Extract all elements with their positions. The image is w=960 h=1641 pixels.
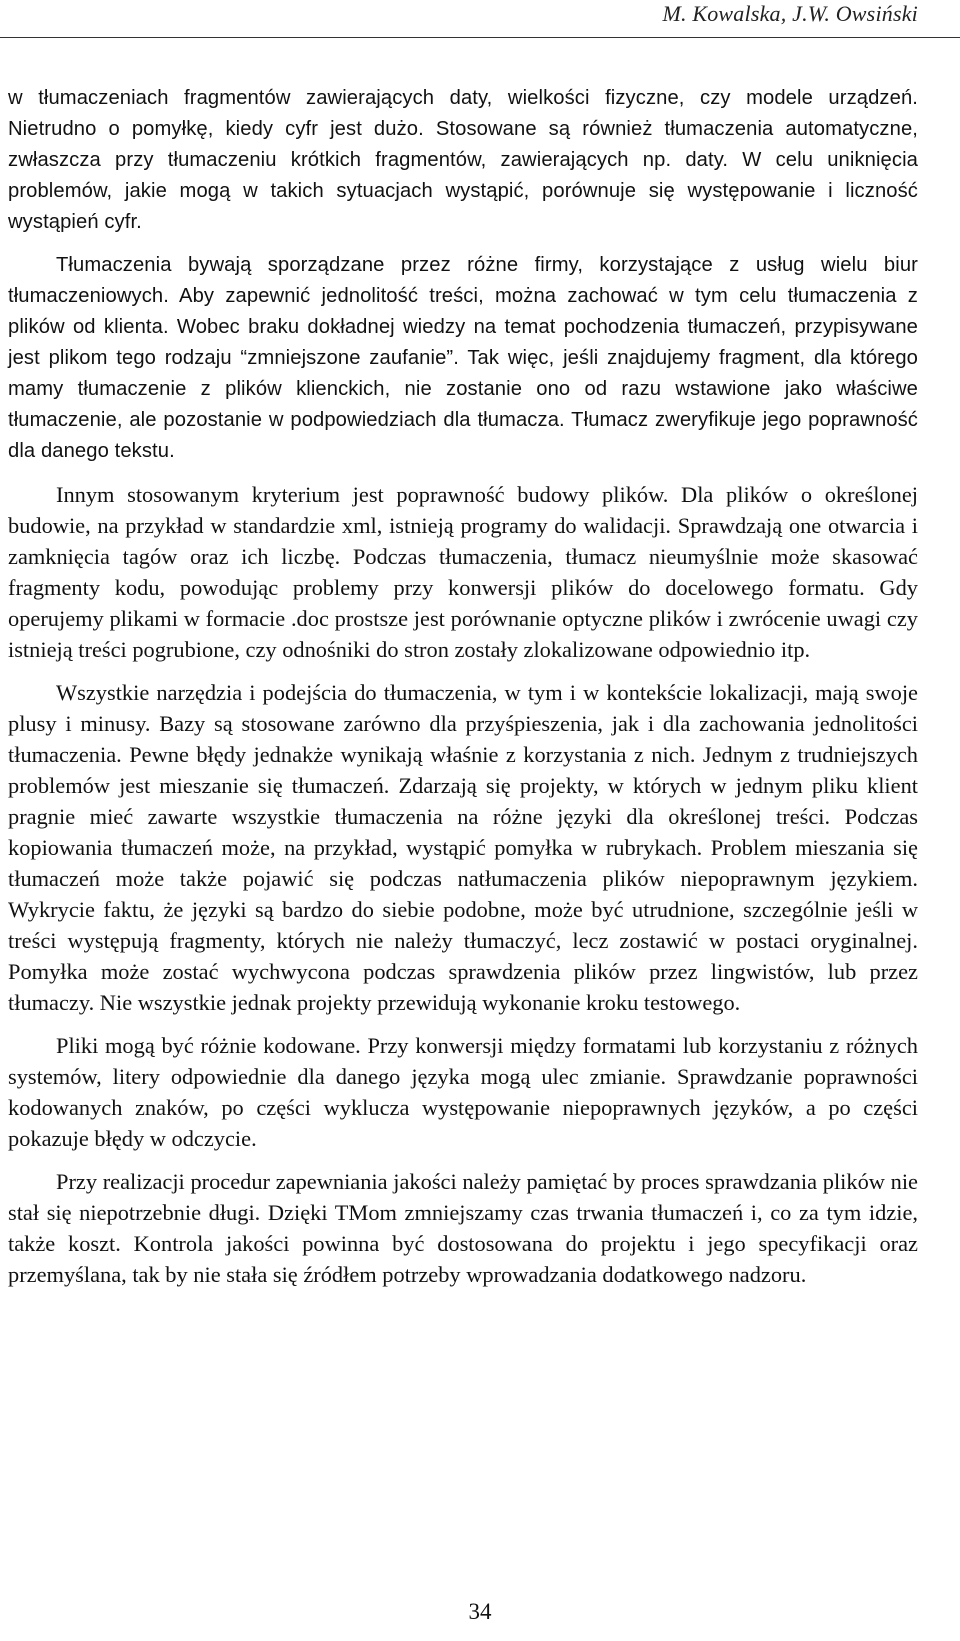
paragraph-encoding: Pliki mogą być różnie kodowane. Przy konwersji między formatami lub korzystaniu z różnych systemów, litery odpowiednie dla danego języka mogą ulec zmianie. Sprawdzanie poprawności kodowanych znaków, po części wyklucza występowanie niepoprawnych języków, a po części pokazuje błędy w odczycie.	[8, 1033, 918, 1151]
paragraph-quality-assurance: Przy realizacji procedur zapewniania jakości należy pamiętać by proces sprawdzania plików nie stał się niepotrzebnie długi. Dzięki TMom zmniejszamy czas trwania tłumaczeń i, co za tym idzie, także koszt. Kontrola jakości powinna być dostosowana do projektu i jego specyfikacji oraz przemyślana, tak by nie stała się źródłem potrzeby wprowadzania dodatkowego nadzoru.	[8, 1169, 918, 1287]
page-number: 34	[468, 1599, 492, 1624]
body-text	[8, 83, 918, 1290]
running-header: M. Kowalska, J.W. Owsiński	[662, 1, 918, 26]
paragraph-file-structure: Innym stosowanym kryterium jest poprawność budowy plików. Dla plików o określonej budowie, na przykład w standardzie xml, istnieją programy do walidacji. Sprawdzają one otwarcia i zamknięcia tagów oraz ich liczbę. Podczas tłumaczenia, tłumacz nieumyślnie może skasować fragmenty kodu, powodując problemy przy konwersji plików do docelowego formatu. Gdy operujemy plikami w formacie .doc prostsze jest porównanie optyczne plików i zwrócenie uwagi czy istnieją treści pogrubione, czy odnośniki do stron zostały zlokalizowane odpowiednio itp.	[8, 482, 918, 662]
paragraph-continuation: w tłumaczeniach fragmentów zawierających daty, wielkości fizyczne, czy modele urządzeń. Nietrudno o pomyłkę, kiedy cyfr jest dużo. Stosowane są również tłumaczenia automatyczne, zwłaszcza przy tłumaczeniu krótkich fragmentów, zawierających np. daty. W celu uniknięcia problemów, jakie mogą w takich sytuacjach wystąpić, porównuje się występowanie i liczność wystąpień cyfr.	[8, 87, 918, 233]
header-rule	[0, 37, 960, 38]
paragraph-tools-pros-cons: Wszystkie narzędzia i podejścia do tłumaczenia, w tym i w kontekście lokalizacji, mają swoje plusy i minusy. Bazy są stosowane zarówno dla przyśpieszenia, jak i dla zachowania jednolitości tłumaczenia. Pewne błędy jednakże wynikają właśnie z korzystania z nich. Jednym z trudniejszych problemów jest mieszanie się tłumaczeń. Zdarzają się projekty, w których w jednym pliku klient pragnie mieć zawarte wszystkie tłumaczenia na różne języki dla określonej treści. Podczas kopiowania tłumaczeń może, na przykład, wystąpić pomyłka w rubrykach. Problem mieszania się tłumaczeń może także pojawić się podczas natłumaczenia plików niepoprawnym językiem. Wykrycie faktu, że języki są bardzo do siebie podobne, może być utrudnione, szczególnie jeśli w treści występują fragmenty, których nie należy tłumaczyć, lecz zostawić w postaci oryginalnej. Pomyłka może zostać wychwycona podczas sprawdzenia plików przez lingwistów, lub przez tłumaczy. Nie wszystkie jednak projekty przewidują wykonanie kroku testowego.	[8, 680, 918, 1015]
paragraph-translation-sources: Tłumaczenia bywają sporządzane przez różne firmy, korzystające z usług wielu biur tłumaczeniowych. Aby zapewnić jednolitość treści, można zachować w tym celu tłumaczenia z plików od klienta. Wobec braku dokładnej wiedzy na temat pochodzenia tłumaczeń, przypisywane jest plikom tego rodzaju “zmniejszone zaufanie”. Tak więc, jeśli znajdujemy fragment, dla którego mamy tłumaczenie z plików klienckich, nie zostanie ono od razu wstawione jako właściwe tłumaczenie, ale pozostanie w podpowiedziach dla tłumacza. Tłumacz zweryfikuje jego poprawność dla danego tekstu.	[8, 254, 918, 462]
